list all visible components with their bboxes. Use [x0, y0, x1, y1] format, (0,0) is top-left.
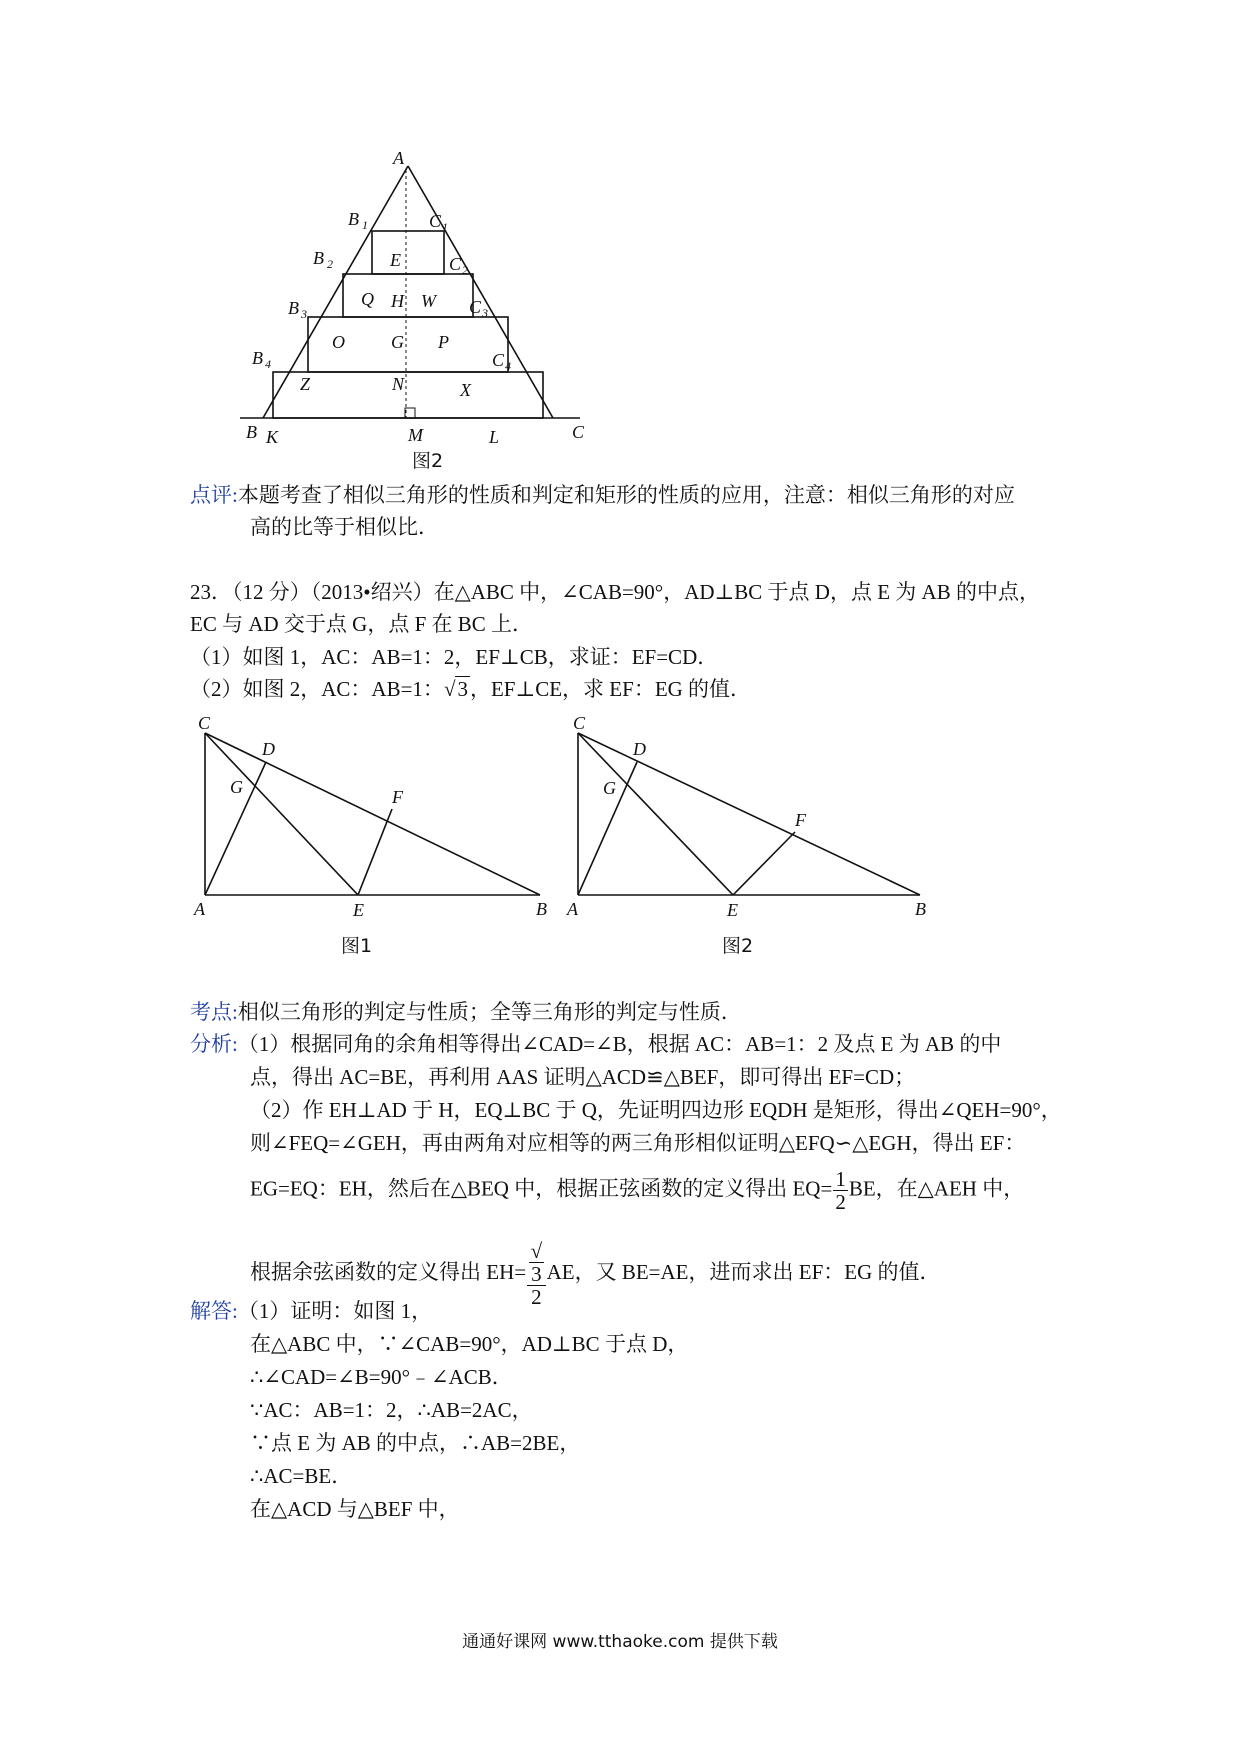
label-B: B: [246, 422, 257, 442]
label-Q: Q: [361, 289, 374, 309]
fenxi-5-post: BE，在△AEH 中，: [848, 1176, 1025, 1201]
fenxi-6-pre: 根据余弦函数的定义得出 EH=: [250, 1259, 527, 1284]
problem-line-1: 23．（12 分）（2013•绍兴）在△ABC 中，∠CAB=90°，AD⊥BC 于点 D，点 E 为 AB 的中点，: [190, 580, 1040, 604]
label-X: X: [460, 380, 471, 400]
fenxi-5-pre: EG=EQ：EH，然后在△BEQ 中，根据正弦函数的定义得出 EQ=: [250, 1176, 833, 1201]
sub-4b: 4: [505, 359, 511, 373]
label-A: A: [393, 150, 404, 168]
fenxi-label: 分析:: [190, 1032, 238, 1056]
label-M: M: [408, 425, 423, 445]
comment-line-2: 高的比等于相似比．: [250, 515, 439, 539]
part2-sqrt: 3: [457, 677, 468, 701]
comment-label: 点评:: [190, 483, 238, 507]
sub-3b: 3: [482, 306, 488, 320]
fig1-label-A: A: [194, 899, 205, 919]
jieda-line-5: ∴AC=BE．: [250, 1464, 353, 1488]
frac-sqrt-val: 3: [531, 1262, 542, 1286]
sub-2: 2: [327, 257, 333, 271]
fig1-label-F: F: [392, 787, 403, 807]
frac-num: 1: [835, 1167, 846, 1191]
fenxi-line-5: [250, 1168, 1024, 1213]
jieda-line-3: ∵AC：AB=1：2，∴AB=2AC，: [250, 1398, 533, 1422]
fenxi-line-2: 点，得出 AC=BE，再利用 AAS 证明△ACD≌△BEF，即可得出 EF=CD；: [250, 1065, 916, 1089]
label-C: C: [572, 422, 585, 442]
kaodian-line: [190, 997, 742, 1027]
problem-line-2: EC 与 AD 交于点 G，点 F 在 BC 上．: [190, 612, 534, 636]
label-L: L: [489, 427, 500, 447]
frac-num-sqrt: √ 3: [527, 1240, 546, 1286]
frac-den: 2: [835, 1190, 846, 1214]
label-C2: C: [449, 254, 462, 274]
sub-1b: 1: [442, 220, 448, 234]
label-B3: B: [288, 298, 299, 318]
label-P: P: [438, 332, 449, 352]
jieda-text-0: （1）证明：如图 1，: [237, 1299, 433, 1323]
comment-text-1: 本题考查了相似三角形的性质和判定和矩形的性质的应用，注意：相似三角形的对应: [237, 483, 1015, 507]
label-C1: C: [429, 211, 442, 231]
jieda-line-6: 在△ACD 与△BEF 中，: [250, 1497, 460, 1521]
fig1-label-G: G: [230, 777, 243, 797]
comment-line-1: [190, 480, 1015, 510]
figure-1-svg: [190, 715, 560, 930]
fig1-label-D: D: [262, 739, 275, 759]
label-W: W: [421, 291, 436, 311]
page-footer: 通通好课网 www.tthaoke.com 提供下载: [462, 1632, 778, 1652]
label-E: E: [390, 250, 401, 270]
fraction-sqrt3-half: [527, 1240, 546, 1308]
problem-part-1: （1）如图 1，AC：AB=1：2，EF⊥CB，求证：EF=CD．: [190, 645, 719, 669]
fig2-label-G: G: [603, 778, 616, 798]
sub-1: 1: [362, 218, 368, 232]
kaodian-text: 相似三角形的判定与性质；全等三角形的判定与性质．: [237, 1000, 742, 1024]
sub-4: 4: [265, 357, 271, 371]
part2-pre: （2）如图 2，AC：AB=1：: [190, 677, 444, 701]
label-G: G: [391, 332, 404, 352]
label-B4: B: [252, 348, 263, 368]
jieda-line-0: [190, 1296, 432, 1326]
label-C4: C: [492, 350, 505, 370]
figure-2-top-svg: [240, 150, 600, 460]
jieda-label: 解答:: [190, 1299, 238, 1323]
label-C3: C: [469, 297, 482, 317]
fig2-label-D: D: [633, 739, 646, 759]
fig1-label-B: B: [536, 899, 547, 919]
figure-1: [190, 715, 560, 930]
fig1-label-C: C: [198, 715, 211, 733]
label-H: H: [391, 291, 404, 311]
fig2-label-A: A: [567, 899, 578, 919]
label-B1: B: [348, 209, 359, 229]
figure-1-caption: 图1: [341, 935, 373, 957]
label-B2: B: [313, 248, 324, 268]
fenxi-6-post: AE，又 BE=AE，进而求出 EF：EG 的值．: [546, 1259, 941, 1284]
jieda-line-1: 在△ABC 中，∵∠CAB=90°，AD⊥BC 于点 D，: [250, 1332, 689, 1356]
label-K: K: [266, 427, 279, 447]
jieda-line-4: ∵点 E 为 AB 的中点，∴AB=2BE，: [250, 1431, 581, 1455]
fig2-label-F: F: [795, 810, 806, 830]
part2-post: ，EF⊥CE，求 EF：EG 的值．: [469, 677, 752, 701]
fenxi-line-4: 则∠FEQ=∠GEH，再由两角对应相等的两三角形相似证明△EFQ∽△EGH，得出 EF：: [250, 1131, 1026, 1155]
frac-den-2: 2: [531, 1285, 542, 1309]
figure-2: [565, 715, 935, 930]
label-Z: Z: [300, 374, 311, 394]
figure-2-svg: [565, 715, 935, 930]
kaodian-label: 考点:: [190, 1000, 238, 1024]
fenxi-line-3: （2）作 EH⊥AD 于 H，EQ⊥BC 于 Q，先证明四边形 EQDH 是矩形，得出∠QEH=90°，: [250, 1098, 1062, 1122]
fenxi-line-1: [190, 1029, 1001, 1059]
figure-2-caption: 图2: [722, 935, 754, 957]
sub-3: 3: [301, 307, 307, 321]
label-O: O: [332, 332, 345, 352]
fig2-label-B: B: [915, 899, 926, 919]
sub-2b: 2: [462, 263, 468, 277]
figure-top-caption: 图2: [412, 450, 444, 472]
fenxi-text-1: （1）根据同角的余角相等得出∠CAD=∠B，根据 AC：AB=1：2 及点 E 为 AB 的中: [237, 1032, 1002, 1056]
fig2-label-C: C: [573, 715, 586, 733]
problem-part-2: （2）如图 2，AC：AB=1：√3，EF⊥CE，求 EF：EG 的值．: [190, 677, 752, 701]
jieda-line-2: ∴∠CAD=∠B=90°﹣∠ACB．: [250, 1365, 513, 1389]
label-N: N: [392, 374, 405, 394]
fig2-label-E: E: [727, 900, 738, 920]
fig1-label-E: E: [353, 900, 364, 920]
figure-trapezoid-rectangles: [240, 150, 600, 460]
fraction-one-half: [833, 1168, 848, 1213]
